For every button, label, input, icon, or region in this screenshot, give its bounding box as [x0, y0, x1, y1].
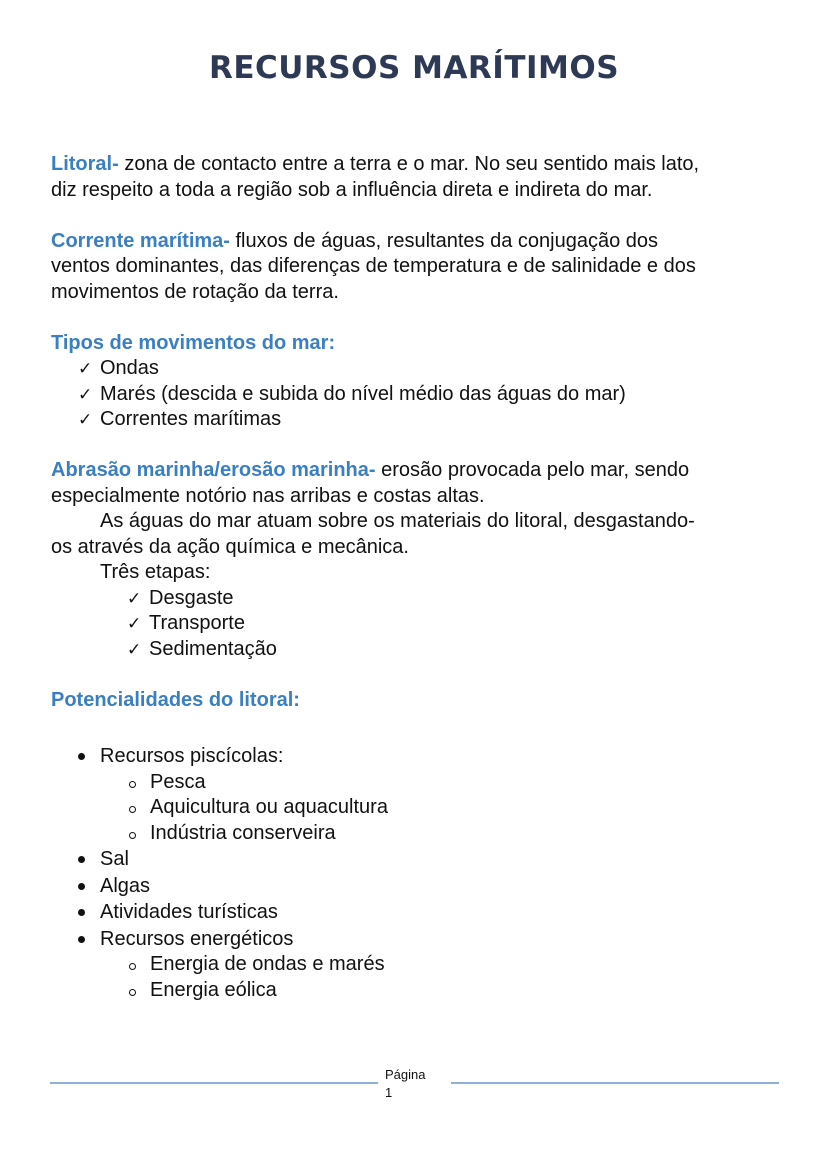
page-number: Página 1	[385, 1067, 426, 1100]
bullet-icon	[78, 753, 85, 760]
list-item: Pesca	[51, 770, 781, 796]
list-item: Energia de ondas e marés	[51, 952, 781, 978]
list-item: ✓ Desgaste	[51, 586, 781, 612]
bullet-icon	[78, 883, 85, 890]
abrasao-text-1: erosão provocada pelo mar, sendo	[375, 459, 690, 481]
abrasao-text-2: especialmente notório nas arribas e costas altas.	[51, 484, 485, 507]
list-item: Energia eólica	[51, 978, 781, 1004]
tipos-list	[51, 356, 781, 433]
circle-bullet-icon	[129, 989, 136, 996]
sub-list	[51, 770, 781, 847]
list-item: Sal	[51, 846, 781, 873]
list-item: Atividades turísticas	[51, 899, 781, 926]
footer-divider-right	[451, 1082, 779, 1084]
bullet-icon	[78, 856, 85, 863]
checkmark-icon: ✓	[127, 588, 142, 608]
potencialidades-heading: Potencialidades do litoral:	[51, 688, 300, 711]
checkmark-icon: ✓	[78, 410, 93, 429]
list-item: Recursos energéticos Energia de ondas e marés Energia eólica	[51, 926, 781, 1004]
abrasao-label: Abrasão marinha/erosão marinha-	[51, 459, 376, 481]
circle-bullet-icon	[129, 832, 136, 839]
circle-bullet-icon	[129, 963, 136, 970]
etapas-list	[51, 586, 781, 663]
bullet-icon	[78, 936, 85, 943]
litoral-label: Litoral-	[51, 153, 119, 175]
corrente-text-2: ventos dominantes, das diferenças de temperatura e de salinidade e dos	[51, 255, 696, 277]
list-item: ✓ Transporte	[51, 611, 781, 637]
list-item: ✓ Ondas	[51, 356, 781, 382]
litoral-text-1: zona de contacto entre a terra e o mar. No seu sentido mais lato,	[118, 153, 700, 175]
footer-divider-left	[50, 1082, 378, 1084]
abrasao-text-4: os através da ação química e mecânica.	[51, 535, 409, 558]
circle-bullet-icon	[129, 806, 136, 813]
circle-bullet-icon	[129, 781, 136, 788]
litoral-definition	[51, 152, 781, 203]
corrente-label: Corrente marítima-	[51, 229, 230, 252]
checkmark-icon: ✓	[78, 359, 93, 378]
sub-list	[51, 952, 781, 1003]
list-item: ✓ Sedimentação	[51, 637, 781, 663]
checkmark-icon: ✓	[78, 384, 93, 404]
potencialidades-list	[51, 743, 781, 1003]
corrente-text-1: fluxos de águas, resultantes da conjugação dos	[229, 229, 659, 252]
page-title: RECURSOS MARÍTIMOS	[208, 50, 620, 86]
list-item: Aquicultura ou aquacultura	[51, 795, 781, 821]
checkmark-icon: ✓	[127, 639, 142, 659]
corrente-text-3: movimentos de rotação da terra.	[51, 280, 339, 303]
list-item: Recursos piscícolas: Pesca Aquicultura ou aquacultura Indústria conserveira	[51, 743, 781, 846]
abrasao-paragraph-cont	[51, 535, 781, 561]
etapas-heading: Três etapas:	[100, 561, 211, 583]
checkmark-icon: ✓	[127, 614, 142, 633]
list-item: ✓ Correntes marítimas	[51, 407, 781, 433]
corrente-definition	[51, 229, 781, 306]
tipos-heading: Tipos de movimentos do mar:	[51, 331, 336, 354]
list-item: ✓ Marés (descida e subida do nível médio das águas do mar)	[51, 382, 781, 408]
litoral-text-2: diz respeito a toda a região sob a influência direta e indireta do mar.	[51, 178, 653, 201]
abrasao-definition	[51, 458, 781, 509]
list-item: Algas	[51, 873, 781, 900]
page-footer	[0, 1066, 828, 1106]
bullet-icon	[78, 909, 85, 916]
document-body	[51, 152, 781, 1003]
list-item: Indústria conserveira	[51, 821, 781, 847]
abrasao-text-3: As águas do mar atuam sobre os materiais do litoral, desgastando-	[100, 510, 695, 532]
abrasao-paragraph	[51, 509, 781, 535]
